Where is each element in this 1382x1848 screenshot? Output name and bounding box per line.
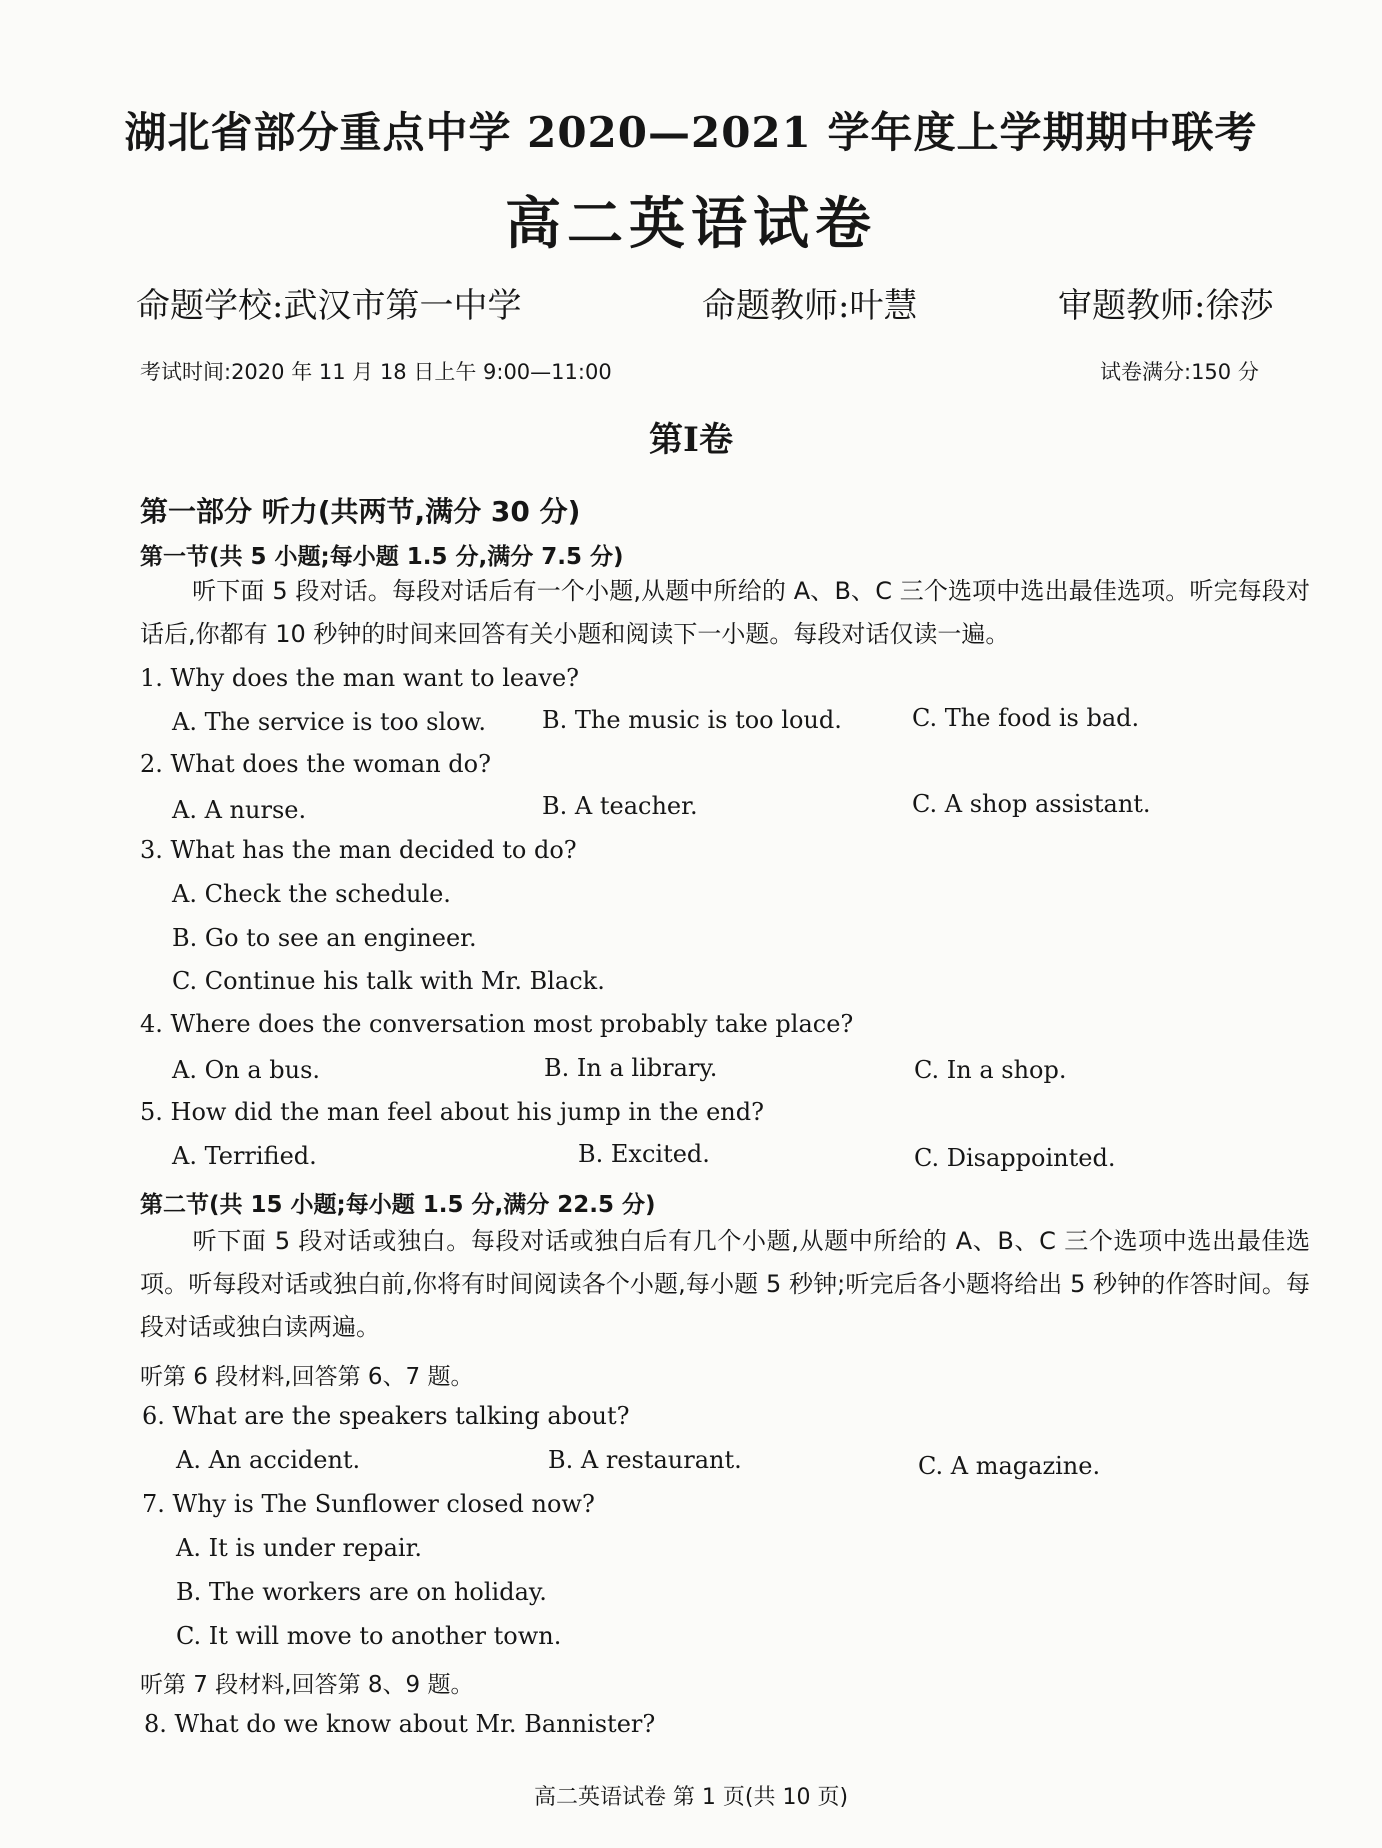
setting-school: 命题学校:武汉市第一中学 (136, 286, 522, 326)
question-6: 6. What are the speakers talking about? (142, 1402, 630, 1430)
question-5: 5. How did the man feel about his jump in the end? (140, 1098, 764, 1126)
section2-heading: 第二节(共 15 小题;每小题 1.5 分,满分 22.5 分) (140, 1192, 656, 1218)
exam-time: 考试时间:2020 年 11 月 18 日上午 9:00—11:00 (140, 360, 612, 384)
option-1b: B. The music is too loud. (542, 706, 842, 734)
option-6c: C. A magazine. (918, 1452, 1101, 1480)
option-5a: A. Terrified. (172, 1142, 317, 1170)
option-4a: A. On a bus. (172, 1056, 321, 1084)
option-3b: B. Go to see an engineer. (172, 924, 477, 952)
reviewing-teacher: 审题教师:徐莎 (1058, 286, 1274, 326)
part1-heading: 第一部分 听力(共两节,满分 30 分) (140, 495, 581, 528)
option-3c: C. Continue his talk with Mr. Black. (172, 967, 605, 995)
section1-instructions: 听下面 5 段对话。每段对话后有一个小题,从题中所给的 A、B、C 三个选项中选出最佳选项。听完每段对话后,你都有 10 秒钟的时间来回答有关小题和阅读下一小题。每段对话仅读一遍。 (140, 577, 1310, 648)
option-3a: A. Check the schedule. (172, 880, 451, 908)
exam-title: 湖北省部分重点中学 2020—2021 学年度上学期期中联考 (124, 108, 1258, 157)
full-score: 试卷满分:150 分 (1100, 360, 1259, 384)
question-3: 3. What has the man decided to do? (140, 836, 577, 864)
option-6a: A. An accident. (176, 1446, 361, 1474)
option-7a: A. It is under repair. (176, 1534, 423, 1562)
material-7-note: 听第 7 段材料,回答第 8、9 题。 (140, 1672, 474, 1698)
option-5c: C. Disappointed. (914, 1144, 1116, 1172)
material-6-note: 听第 6 段材料,回答第 6、7 题。 (140, 1364, 474, 1390)
option-2a: A. A nurse. (172, 796, 307, 824)
exam-subtitle: 高二英语试卷 (505, 191, 877, 257)
question-7: 7. Why is The Sunflower closed now? (142, 1490, 595, 1518)
option-6b: B. A restaurant. (548, 1446, 742, 1474)
section1-heading: 第一节(共 5 小题;每小题 1.5 分,满分 7.5 分) (140, 544, 624, 570)
question-8: 8. What do we know about Mr. Bannister? (144, 1710, 656, 1738)
question-4: 4. Where does the conversation most probably take place? (140, 1010, 854, 1038)
page-footer: 高二英语试卷 第 1 页(共 10 页) (533, 1785, 849, 1810)
option-4c: C. In a shop. (914, 1056, 1067, 1084)
option-7c: C. It will move to another town. (176, 1622, 562, 1650)
option-1a: A. The service is too slow. (172, 708, 486, 736)
option-1c: C. The food is bad. (912, 704, 1140, 732)
volume-heading: 第Ⅰ卷 (649, 420, 733, 460)
question-1: 1. Why does the man want to leave? (140, 664, 580, 692)
option-5b: B. Excited. (578, 1140, 710, 1168)
setting-teacher: 命题教师:叶慧 (702, 286, 918, 326)
question-2: 2. What does the woman do? (140, 750, 491, 778)
section2-instructions: 听下面 5 段对话或独白。每段对话或独白后有几个小题,从题中所给的 A、B、C 三个选项中选出最佳选项。听每段对话或独白前,你将有时间阅读各个小题,每小题 5 秒钟;听完后各小题将给出 5 秒钟的作答时间。每段对话或独白读两遍。 (140, 1227, 1310, 1341)
option-2c: C. A shop assistant. (912, 790, 1151, 818)
option-4b: B. In a library. (544, 1054, 718, 1082)
option-7b: B. The workers are on holiday. (176, 1578, 547, 1606)
option-2b: B. A teacher. (542, 792, 698, 820)
